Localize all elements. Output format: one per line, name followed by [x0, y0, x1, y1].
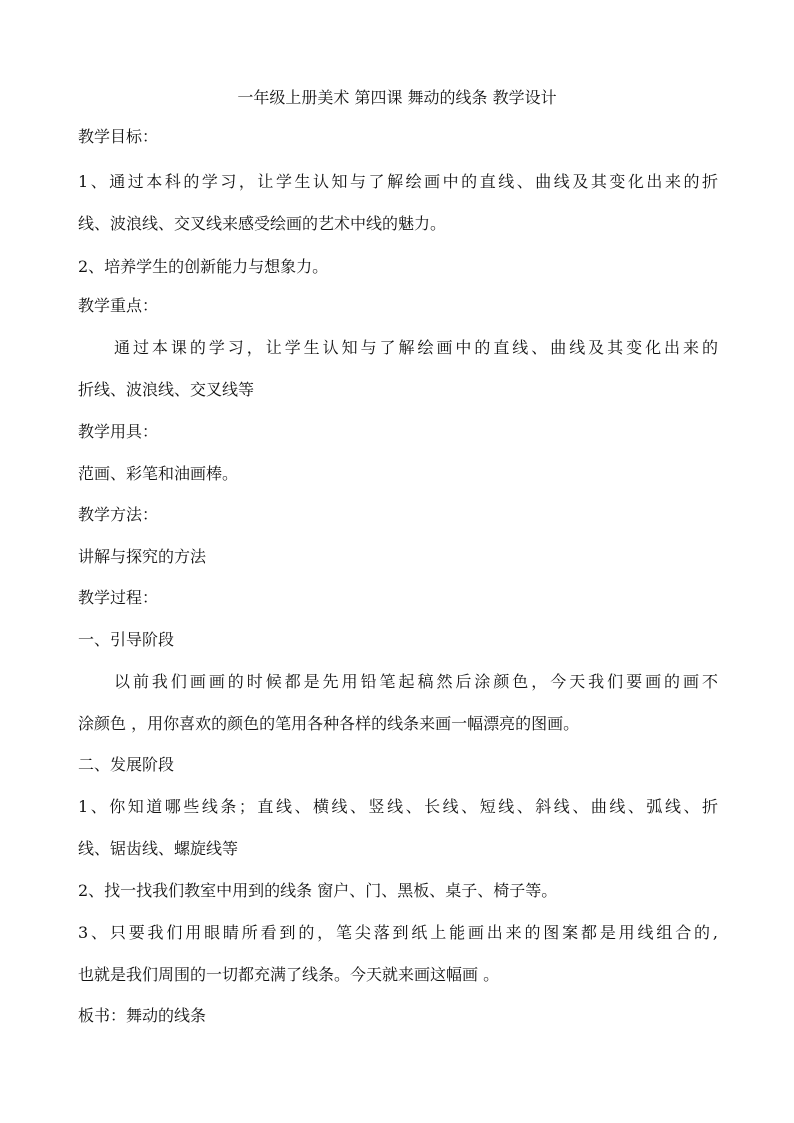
stage-2-heading: 二、发展阶段 [78, 755, 175, 774]
objective-1-line-1: 1、通过本科的学习，让学生认知与了解绘画中的直线、曲线及其变化出来的折 [78, 172, 718, 191]
stage-2-item-3-line-2: 也就是我们周围的一切都充满了线条。今天就来画这幅画 。 [78, 965, 500, 984]
stage-2-item-3-line-1: 3、只要我们用眼睛所看到的，笔尖落到纸上能画出来的图案都是用线组合的, [78, 923, 718, 942]
process-heading: 教学过程： [78, 588, 159, 607]
document-title: 一年级上册美术 第四课 舞动的线条 教学设计 [237, 88, 557, 107]
stage-2-item-1-line-1: 1、你知道哪些线条；直线、横线、竖线、长线、短线、斜线、曲线、弧线、折 [78, 797, 718, 816]
key-points-line-1: 通过本课的学习，让学生认知与了解绘画中的直线、曲线及其变化出来的 [114, 338, 718, 357]
stage-1-line-2: 涂颜色 ，用你喜欢的颜色的笔用各种各样的线条来画一幅漂亮的图画。 [78, 714, 580, 733]
tools-text: 范画、彩笔和油画棒。 [78, 464, 239, 483]
objectives-heading: 教学目标： [78, 127, 159, 146]
stage-2-item-1-line-2: 线、锯齿线、螺旋线等 [78, 839, 239, 858]
key-points-line-2: 折线、波浪线、交叉线等 [78, 380, 255, 399]
tools-heading: 教学用具： [78, 422, 159, 441]
methods-heading: 教学方法： [78, 505, 159, 524]
board-writing: 板书：舞动的线条 [78, 1006, 207, 1025]
key-points-heading: 教学重点： [78, 296, 159, 315]
methods-text: 讲解与探究的方法 [78, 547, 207, 566]
stage-1-heading: 一、引导阶段 [78, 630, 175, 649]
stage-2-item-2: 2、找一找我们教室中用到的线条 窗户、门、黑板、桌子、椅子等。 [78, 881, 558, 900]
objective-2: 2、培养学生的创新能力与想象力。 [78, 257, 329, 276]
objective-1-line-2: 线、波浪线、交叉线来感受绘画的艺术中线的魅力。 [78, 214, 447, 233]
stage-1-line-1: 以前我们画画的时候都是先用铅笔起稿然后涂颜色，今天我们要画的画不 [114, 672, 718, 691]
